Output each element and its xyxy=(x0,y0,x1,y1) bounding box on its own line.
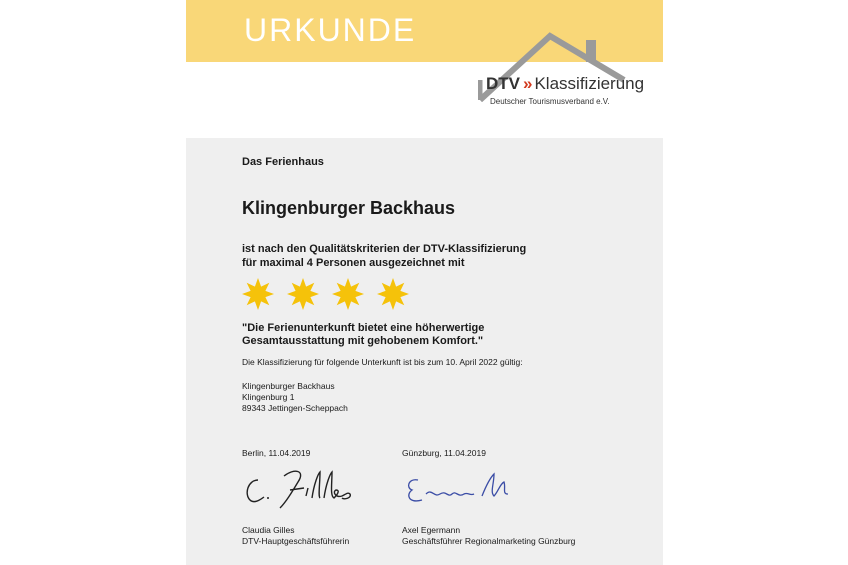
signer-1-role: DTV-Hauptgeschäftsführerin xyxy=(242,536,350,546)
logo-name-text: Klassifizierung xyxy=(534,74,645,93)
quote-line-1: "Die Ferienunterkunft bietet eine höherwertige xyxy=(242,322,485,334)
signature-gilles xyxy=(242,464,360,514)
certificate-page xyxy=(186,0,663,565)
signer-2-role: Geschäftsführer Regionalmarketing Günzburg xyxy=(402,536,576,546)
certificate-body xyxy=(186,138,663,565)
star-icon xyxy=(332,278,364,310)
logo-subtitle: Deutscher Tourismusverband e.V. xyxy=(490,97,610,106)
logo-chevron-icon: » xyxy=(523,74,530,93)
signature-egermann xyxy=(402,468,514,512)
star-icon xyxy=(287,278,319,310)
place-date-1: Berlin, 11.04.2019 xyxy=(242,448,311,458)
certificate-title: URKUNDE xyxy=(244,12,417,48)
signer-1-name: Claudia Gilles xyxy=(242,525,295,535)
property-address xyxy=(242,381,348,414)
criteria-line-2: für maximal 4 Personen ausgezeichnet mit xyxy=(242,257,465,269)
criteria-line-1: ist nach den Qualitätskriterien der DTV-Klassifizierung xyxy=(242,243,527,255)
signer-2-name: Axel Egermann xyxy=(402,525,461,535)
address-name: Klingenburger Backhaus xyxy=(242,381,335,391)
address-street: Klingenburg 1 xyxy=(242,392,295,402)
address-city: 89343 Jettingen-Scheppach xyxy=(242,403,348,413)
criteria-text xyxy=(242,242,526,270)
quote-text xyxy=(242,322,484,348)
property-name: Klingenburger Backhaus xyxy=(242,198,456,218)
logo-brand-text: DTV xyxy=(486,74,520,93)
validity-text: Die Klassifizierung für folgende Unterkunft ist bis zum 10. April 2022 gültig: xyxy=(242,357,523,367)
quote-line-2: Gesamtausstattung mit gehobenem Komfort." xyxy=(242,335,484,347)
place-date-2: Günzburg, 11.04.2019 xyxy=(402,448,486,458)
signer-2 xyxy=(402,525,575,547)
star-icon xyxy=(242,278,274,310)
signer-1 xyxy=(242,525,349,547)
star-rating xyxy=(242,278,422,312)
dtv-logo xyxy=(486,74,644,94)
intro-text: Das Ferienhaus xyxy=(242,156,324,168)
star-icon xyxy=(377,278,409,310)
